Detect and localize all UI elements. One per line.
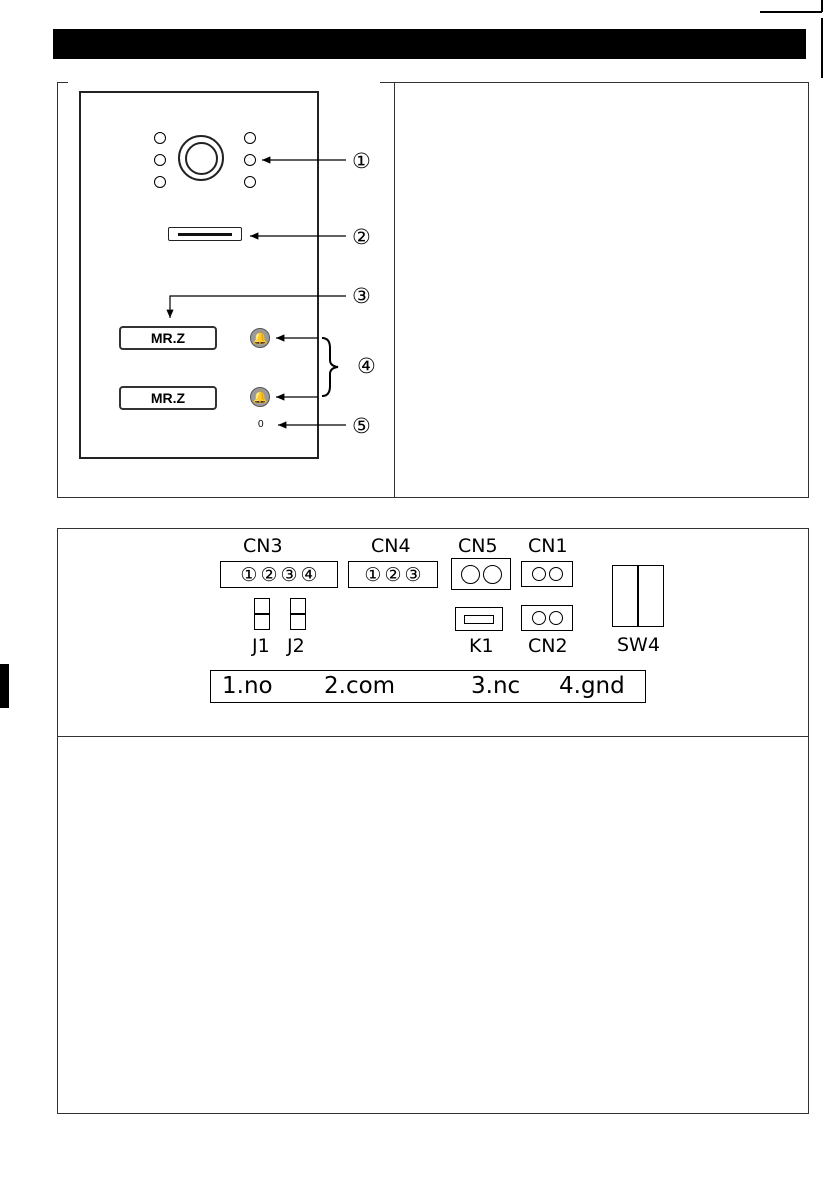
- pin-legend: [210, 670, 646, 703]
- cn2-terminal: [549, 611, 563, 625]
- j2-label: J2: [287, 635, 305, 657]
- cn5-terminal: [483, 565, 502, 584]
- cn3-pin: ①: [240, 563, 258, 586]
- nameplate: MR.Z: [119, 386, 217, 410]
- page-side-tab: [0, 664, 9, 708]
- cn4-pin: ①: [364, 563, 382, 586]
- k1-switch[interactable]: [455, 607, 503, 631]
- k1-switch-inner: [464, 615, 494, 624]
- cn3-pin: ③: [280, 563, 298, 586]
- callout-number-4: ④: [357, 354, 376, 378]
- nameplate: MR.Z: [119, 326, 217, 350]
- sw4-divider: [637, 566, 639, 626]
- callout-arrows: [0, 0, 839, 520]
- arrow-line: [170, 296, 346, 318]
- jumper-divider: [291, 613, 305, 615]
- cn4-pin: ③: [404, 563, 422, 586]
- j1-jumper[interactable]: [254, 598, 270, 630]
- cn5-label: CN5: [458, 535, 498, 557]
- cn2-terminal: [532, 611, 546, 625]
- cn1-connector: [521, 561, 573, 587]
- cn2-connector: [521, 605, 573, 631]
- call-button-bell-icon[interactable]: 🔔: [250, 387, 270, 407]
- cn5-connector: [451, 558, 511, 590]
- cn4-connector: [348, 561, 438, 588]
- cn4-label: CN4: [371, 535, 411, 557]
- callout-number-1: ①: [352, 149, 371, 173]
- status-led-label: 0: [258, 419, 264, 430]
- board-connector-figure-box: [57, 528, 809, 1114]
- callout-number-3: ③: [352, 284, 371, 308]
- callout-number-5: ⑤: [352, 414, 371, 438]
- jumper-divider: [255, 613, 269, 615]
- pin-legend-item: 4.gnd: [559, 673, 625, 699]
- cn5-terminal: [461, 565, 480, 584]
- cn1-label: CN1: [528, 535, 568, 557]
- sw4-label: SW4: [617, 634, 660, 656]
- pin-legend-item: 2.com: [324, 673, 396, 699]
- j2-jumper[interactable]: [290, 598, 306, 630]
- figure-divider: [57, 736, 809, 737]
- call-button-bell-icon[interactable]: 🔔: [250, 328, 270, 348]
- k1-label: K1: [469, 635, 494, 657]
- callout-number-2: ②: [352, 225, 371, 249]
- cn3-pin: ②: [260, 563, 278, 586]
- cn3-pin: ④: [300, 563, 318, 586]
- cn1-terminal: [532, 567, 546, 581]
- cn3-label: CN3: [243, 535, 283, 557]
- sw4-dip-switch[interactable]: [612, 565, 664, 627]
- pin-legend-item: 3.nc: [471, 673, 521, 699]
- cn3-connector: [220, 561, 338, 588]
- cn1-terminal: [549, 567, 563, 581]
- brace: [322, 338, 338, 396]
- pin-legend-item: 1.no: [222, 673, 273, 699]
- cn4-pin: ②: [384, 563, 402, 586]
- j1-label: J1: [252, 635, 270, 657]
- cn2-label: CN2: [528, 635, 568, 657]
